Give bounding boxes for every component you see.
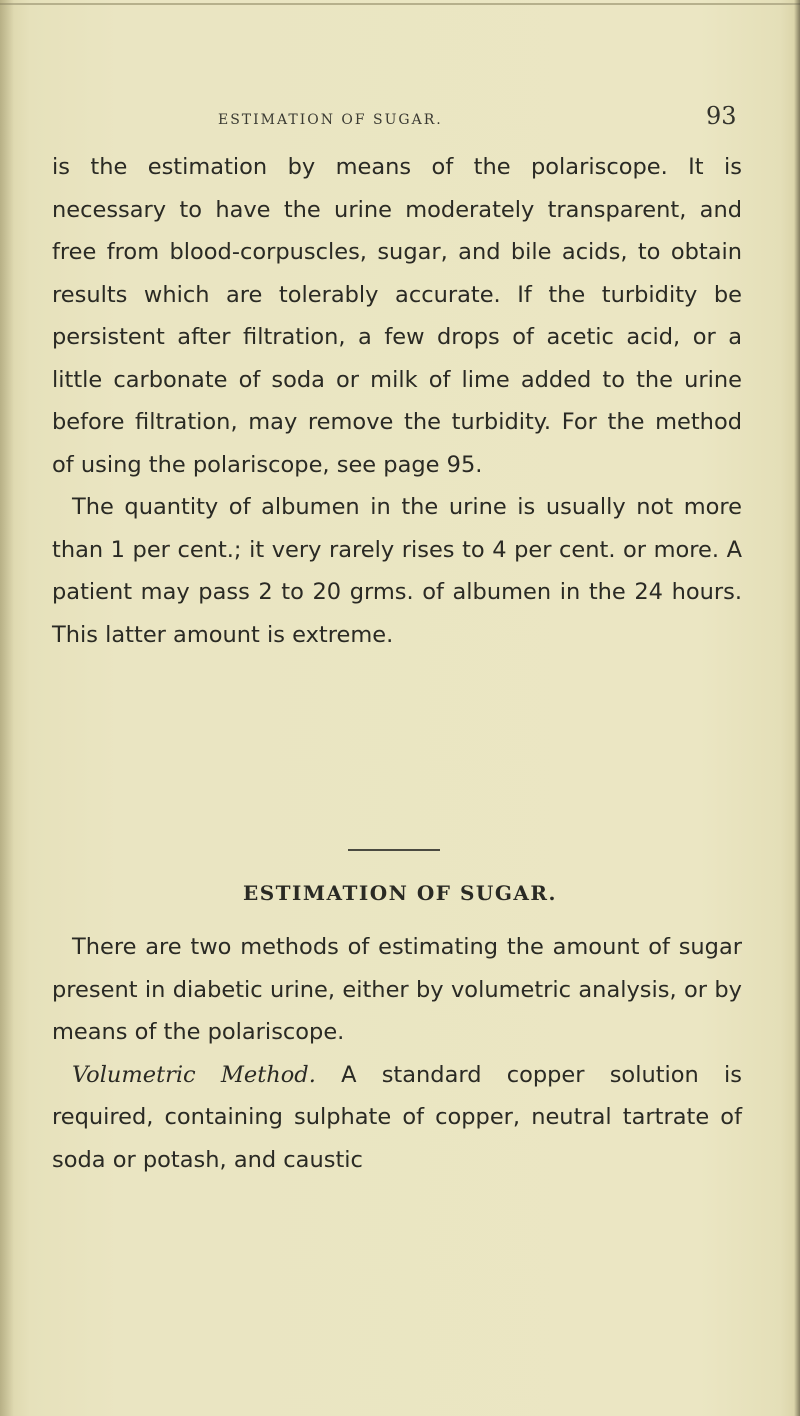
paragraph-two-methods: There are two methods of estimating the amount of sugar present in diabetic urine, either by volumetric analysis, or by means of the polariscope. — [52, 934, 742, 1045]
body-text-top — [52, 146, 742, 656]
page-top-edge — [0, 3, 800, 5]
paragraph-polariscope: is the estimation by means of the polariscope. It is necessary to have the urine moderately transparent, and free from blood-corpuscles, sugar, and bile acids, to obtain results which are tolerably accurate. If the turbidity be persistent after filtration, a few drops of acetic acid, or a little carbonate of soda or milk of lime added to the urine before filtration, may remove the turbidity. For the method of using the polariscope, see page 95. — [52, 154, 742, 478]
running-head: ESTIMATION OF SUGAR. — [218, 112, 443, 128]
paragraph-albumen-quantity: The quantity of albumen in the urine is usually not more than 1 per cent.; it very rarely rises to 4 per cent. or more. A patient may pass 2 to 20 grms. of albumen in the 24 hours. This latter amount is extreme. — [52, 494, 742, 648]
page-number: 93 — [706, 102, 737, 130]
paragraph-volumetric-method — [52, 1054, 742, 1182]
page-header — [0, 104, 800, 134]
page-right-edge — [794, 0, 800, 1416]
section-heading: ESTIMATION OF SUGAR. — [242, 881, 558, 905]
section-divider — [348, 849, 440, 851]
page-gutter-shadow — [0, 0, 14, 1416]
volumetric-method-text: A standard copper solution is required, containing sulphate of copper, neutral tartrate of soda or potash, and caustic — [52, 1061, 742, 1173]
body-text-sugar — [52, 926, 742, 1181]
volumetric-method-lead: Volumetric Method. — [72, 1061, 316, 1088]
